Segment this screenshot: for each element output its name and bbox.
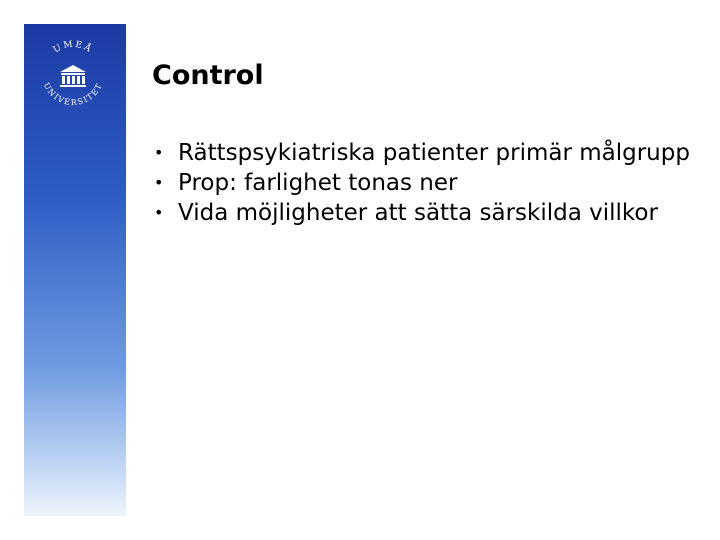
- bullet-dot-icon: •: [154, 143, 164, 162]
- bullet-item: [152, 138, 692, 168]
- bullet-text: Rättspsykiatriska patienter primär målgrupp: [178, 140, 690, 166]
- bullet-dot-icon: •: [154, 203, 164, 222]
- umea-university-seal-icon: [36, 38, 110, 112]
- bullet-item: [152, 198, 692, 228]
- bullet-list: [152, 138, 692, 228]
- slide-title: Control: [152, 60, 264, 91]
- seal-building-icon: [60, 65, 86, 87]
- bullet-text: Prop: farlighet tonas ner: [178, 170, 458, 196]
- bullet-text: Vida möjligheter att sätta särskilda villkor: [178, 200, 658, 226]
- bullet-item: [152, 168, 692, 198]
- bullet-dot-icon: •: [154, 173, 164, 192]
- svg-text:UMEÅ: UMEÅ: [51, 39, 95, 56]
- svg-text:UNIVERSITET: UNIVERSITET: [41, 81, 105, 108]
